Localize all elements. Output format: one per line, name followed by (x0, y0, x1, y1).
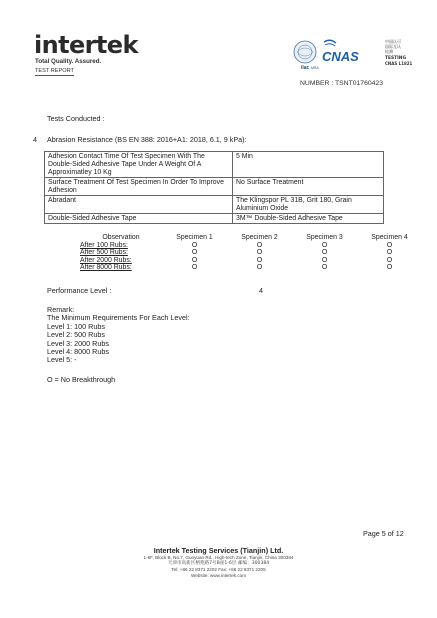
footer-contact: Tel: +86 22 8371 2202 Fax: +86 22 8371 2205 (171, 567, 266, 572)
accreditation-logos (292, 36, 412, 76)
rubs-label: After 100 Rubs: (80, 241, 128, 249)
table-row (45, 196, 384, 214)
remark-intro: The Minimum Requirements For Each Level: (47, 313, 190, 323)
table-row (45, 214, 384, 224)
specimen-result: O (386, 264, 393, 272)
specimen-result: O (256, 249, 263, 257)
specimen-result: O (386, 256, 393, 264)
performance-level-value: 4 (259, 286, 263, 295)
test-conditions-table (44, 151, 384, 224)
report-number: NUMBER : TSNT01760423 (300, 80, 383, 87)
table-row (45, 178, 384, 196)
table-row (80, 249, 422, 257)
cnas-mark-text: CNAS (322, 49, 359, 64)
testing-label: TESTING (385, 56, 407, 61)
brand-tagline: Total Quality. Assured. (35, 58, 102, 65)
section-number: 4 (33, 135, 37, 144)
condition-value: The Klingspor PL 31B, Grit 180, Grain Aluminium Oxide (233, 196, 384, 214)
footer-address-cn: 天津市高新区榕苑路7号B座1-6层 邮编：300384 (167, 561, 270, 566)
specimen-result: O (321, 264, 328, 272)
specimen-header: Specimen 4 (371, 234, 408, 241)
table-row (80, 242, 422, 250)
remark-level: Level 3: 2000 Rubs (47, 338, 109, 348)
table-row (80, 257, 422, 265)
specimen-result: O (191, 264, 198, 272)
section-title: Abrasion Resistance (BS EN 388: 2016+A1: 2018, 6.1, 9 kPa): (47, 135, 247, 144)
rubs-label: After 500 Rubs: (80, 249, 128, 257)
legend-note: O = No Breakthrough (47, 375, 116, 384)
cnas-logo (322, 40, 359, 64)
mra-mark-text: MRA (311, 66, 319, 70)
specimen-result: O (321, 241, 328, 249)
condition-key: Adhesion Contact Time Of Test Specimen With The Double-Sided Adhesive Tape Under A Weight Of A Approximatley 10 Kg (45, 152, 233, 178)
cn-accreditation-line3: 检测 (385, 49, 393, 54)
remark-level: Level 2: 500 Rubs (47, 330, 105, 340)
intertek-logo: intertek (34, 31, 138, 59)
ilac-mark-text: ilac (301, 65, 310, 71)
specimen-result: O (386, 241, 393, 249)
specimen-result: O (256, 241, 263, 249)
footer-website: Website: www.intertek.com (190, 573, 247, 578)
specimen-header: Specimen 1 (176, 234, 213, 241)
specimen-result: O (191, 249, 198, 257)
table-row (45, 152, 384, 178)
rubs-label: After 2000 Rubs: (80, 256, 132, 264)
remark-title: Remark: (47, 305, 75, 314)
condition-key: Double-Sided Adhesive Tape (45, 214, 233, 224)
remark-level: Level 1: 100 Rubs (47, 321, 105, 331)
specimen-result: O (321, 256, 328, 264)
ilac-mra-logo (294, 41, 319, 71)
observation-table (80, 234, 422, 272)
performance-level-label: Performance Level : (47, 286, 112, 295)
condition-value: No Surface Treatment (233, 178, 384, 196)
condition-value: 5 Min (233, 152, 384, 178)
specimen-result: O (191, 241, 198, 249)
observation-header: Observation (102, 234, 140, 241)
cn-accreditation-line1: 中国认可 (385, 39, 401, 44)
condition-key: Abradant (45, 196, 233, 214)
footer-company: Intertek Testing Services (Tianjin) Ltd. (153, 546, 284, 555)
cn-accreditation-line2: 国际互认 (385, 44, 401, 49)
specimen-header: Specimen 3 (306, 234, 343, 241)
document-type: TEST REPORT (35, 68, 74, 74)
specimen-result: O (386, 249, 393, 257)
observation-header-row (80, 234, 422, 242)
page-number: Page 5 of 12 (363, 529, 404, 538)
rubs-label: After 8000 Rubs: (80, 264, 132, 272)
specimen-result: O (256, 264, 263, 272)
specimen-result: O (191, 256, 198, 264)
condition-key: Surface Treatment Of Test Specimen In Order To Improve Adhesion (45, 178, 233, 196)
remark-level: Level 5: - (47, 355, 77, 365)
remark-level: Level 4: 8000 Rubs (47, 347, 109, 356)
table-row (80, 264, 422, 272)
footer-address-en: 1-6F, Block B, No.7, Guoyuan Rd., High-tech Zone, Tianjin, China 300384 (143, 555, 294, 560)
specimen-result: O (321, 249, 328, 257)
cnas-cert-number: CNAS L1821 (385, 61, 412, 66)
tests-conducted-label: Tests Conducted : (47, 114, 105, 123)
condition-value: 3M™ Double-Sided Adhesive Tape (233, 214, 384, 224)
specimen-result: O (256, 256, 263, 264)
cnas-cert-text (385, 38, 412, 66)
specimen-header: Specimen 2 (241, 234, 278, 241)
